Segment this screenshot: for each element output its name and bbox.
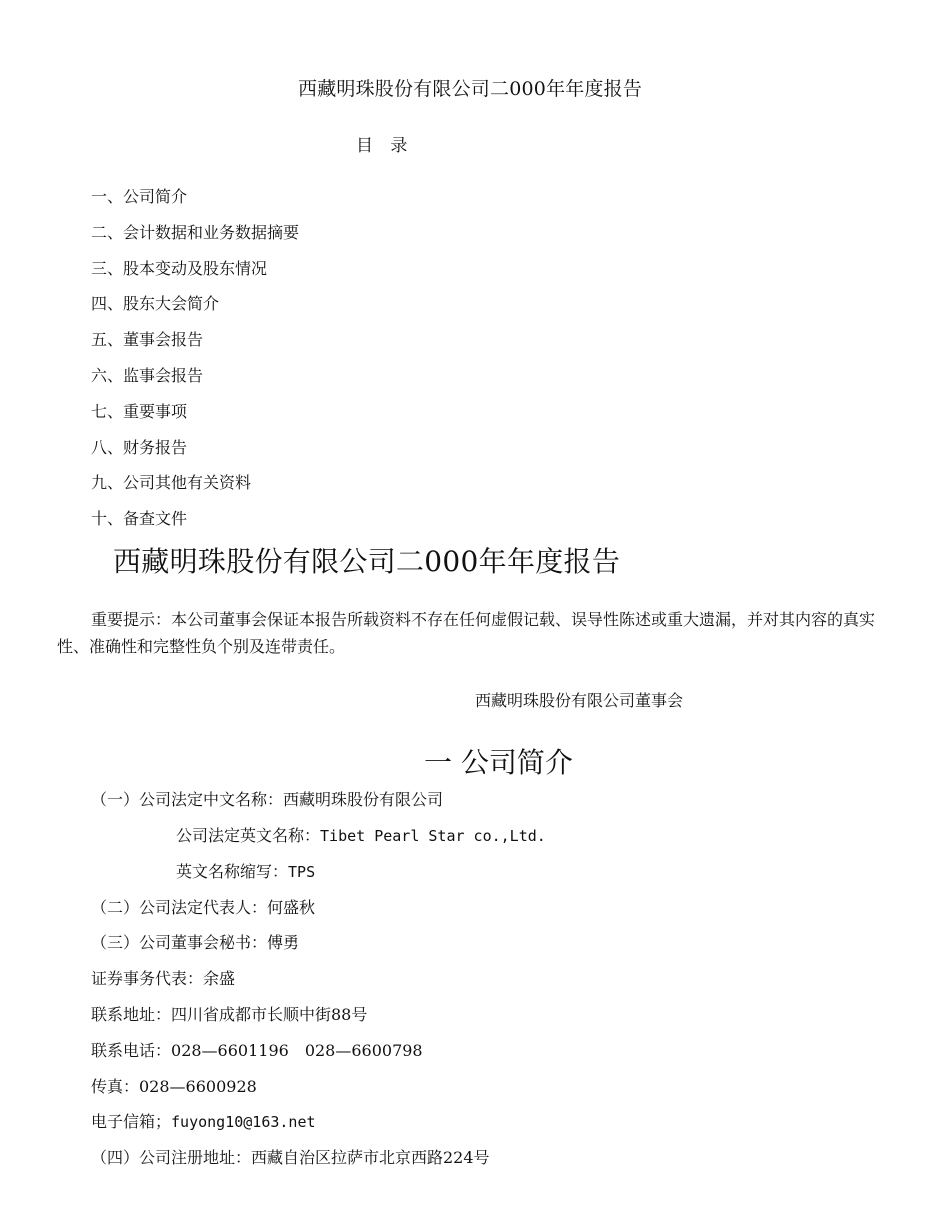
en-name-value: Tibet Pearl Star co.,Ltd. (320, 827, 546, 845)
email-value: fuyong10@163.net (171, 1113, 316, 1131)
en-abbr-row (176, 860, 315, 884)
toc-item: 六、监事会报告 (91, 365, 204, 385)
toc-heading: 目 录 (356, 136, 408, 156)
contact-phone-label: 联系电话： (91, 1041, 172, 1060)
contact-phone-row (91, 1039, 423, 1063)
email-row (91, 1110, 316, 1134)
toc-item: 十、备查文件 (91, 509, 188, 529)
report-title: 西藏明珠股份有限公司二000年年度报告 (113, 545, 621, 578)
en-abbr-label: 英文名称缩写： (176, 862, 289, 881)
important-notice: 重要提示：本公司董事会保证本报告所载资料不存在任何虚假记载、误导性陈述或重大遗漏，并对其内容的真实性、准确性和完整性负个别及连带责任。 (57, 610, 876, 656)
cn-name-value: 西藏明珠股份有限公司 (283, 790, 444, 809)
en-name-label: 公司法定英文名称： (176, 826, 321, 845)
toc-item: 五、董事会报告 (91, 330, 204, 350)
securities-representative: 证券事务代表：余盛 (91, 969, 236, 988)
toc-item: 七、重要事项 (91, 401, 188, 421)
toc-item: 九、公司其他有关资料 (91, 473, 252, 493)
section-title-company-profile: 一 公司简介 (424, 746, 573, 779)
board-signature: 西藏明珠股份有限公司董事会 (475, 691, 684, 710)
toc-item: 三、股本变动及股东情况 (91, 258, 268, 278)
en-name-row (176, 824, 546, 848)
cn-name-row (91, 788, 443, 812)
board-secretary: （三）公司董事会秘书：傅勇 (91, 933, 300, 952)
registered-address: （四）公司注册地址：西藏自治区拉萨市北京西路224号 (91, 1148, 490, 1167)
legal-representative: （二）公司法定代表人：何盛秋 (91, 898, 316, 917)
contact-address: 联系地址：四川省成都市长顺中街88号 (91, 1005, 368, 1024)
toc-item: 二、会计数据和业务数据摘要 (91, 222, 300, 242)
table-of-contents (91, 185, 299, 543)
document-header-title: 西藏明珠股份有限公司二000年年度报告 (298, 78, 643, 100)
email-label: 电子信箱； (91, 1112, 172, 1131)
toc-item: 四、股东大会简介 (91, 294, 220, 314)
contact-phone-value: 028—6601196 028—6600798 (171, 1041, 423, 1060)
cn-name-label: （一）公司法定中文名称： (91, 790, 284, 809)
toc-item: 一、公司简介 (91, 187, 188, 206)
fax: 传真：028—6600928 (91, 1077, 257, 1096)
toc-item: 八、财务报告 (91, 437, 188, 457)
en-abbr-value: TPS (288, 863, 316, 881)
